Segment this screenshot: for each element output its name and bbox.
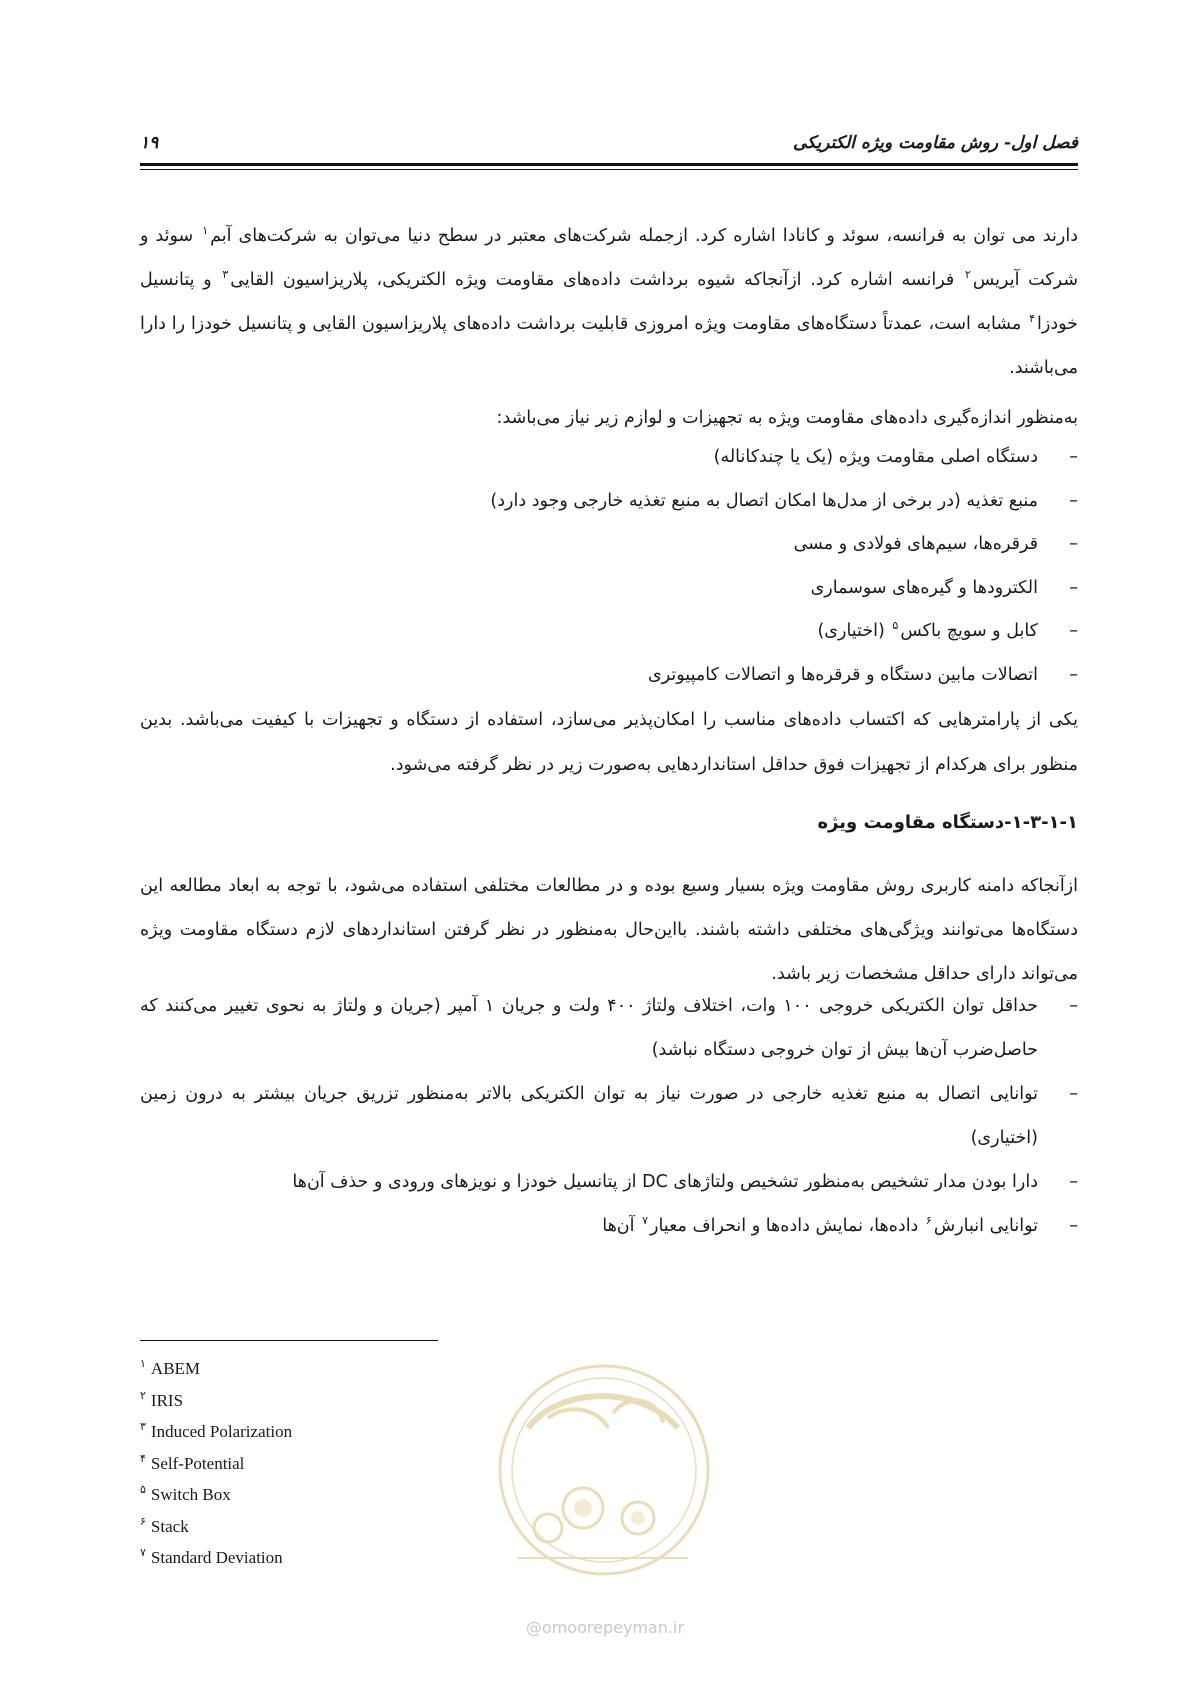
page-header: [140, 128, 1078, 158]
footnote-number: ۵: [140, 1484, 146, 1497]
list-item: [178, 567, 1078, 611]
list-item: [178, 523, 1078, 567]
p1-text-3: فرانسه اشاره کرد. ازآنجاکه شیوه برداشت داده‌های مقاومت ویژه الکتریکی، پلاریزاسیون القایی: [230, 270, 963, 290]
footnote-text: Self-Potential: [150, 1453, 245, 1473]
footnote-item: [140, 1479, 540, 1511]
list-dash: –: [1069, 577, 1078, 598]
list-item: [178, 436, 1078, 480]
footnote-ref-3[interactable]: ۳: [222, 268, 229, 282]
spec-list: [140, 984, 1078, 1248]
section-heading: ۱-۳-۱-۱-دستگاه مقاومت ویژه: [817, 812, 1078, 833]
list-item: [140, 1160, 1078, 1204]
list-item: [140, 1072, 1078, 1160]
footnote-item: [140, 1542, 540, 1574]
footnote-ref-6[interactable]: ۶: [925, 1214, 932, 1228]
page-number: ۱۹: [140, 133, 159, 153]
list-item: [178, 610, 1078, 654]
p1-text-2: سوئد و شرکت آیریس: [140, 226, 1078, 290]
footnote-text: ABEM: [150, 1359, 201, 1378]
list-dash: –: [1069, 1084, 1078, 1104]
list-item: [140, 984, 1078, 1072]
chapter-title: فصل اول- روش مقاومت ویژه الکتریکی: [792, 133, 1078, 153]
header-rule-thin: [140, 169, 1078, 170]
list-dash: –: [1069, 1172, 1078, 1192]
footnote-item: [140, 1385, 540, 1417]
footnote-text: Switch Box: [150, 1485, 231, 1504]
equipment-list: [178, 436, 1078, 697]
p1-text-5: مشابه است، عمدتاً دستگاه‌های مقاومت ویژه امروزی قابلیت برداشت داده‌های پلاریزاسیون القایی و پتانسیل خودزا را دارا می‌باشند.: [140, 314, 1078, 378]
list-item-text: اتصالات مابین دستگاه و قرقره‌ها و اتصالات کامپیوتری: [648, 664, 1038, 685]
footnote-text: Stack: [150, 1516, 189, 1536]
footnote-separator: [140, 1340, 438, 1341]
footnote-number: ۲: [140, 1389, 146, 1402]
footnote-ref-2[interactable]: ۲: [964, 268, 971, 282]
footnote-text: Induced Polarization: [150, 1422, 293, 1441]
list-item: [178, 480, 1078, 524]
footnote-number: ۱: [140, 1358, 146, 1371]
list-item-text: دستگاه اصلی مقاومت ویژه (یک یا چندکاناله): [713, 447, 1038, 467]
item5-text: کابل و سویچ باکس: [900, 621, 1038, 641]
list-item-text: حداقل توان الکتریکی خروجی ۱۰۰ وات، اختلاف ولتاژ ۴۰۰ ولت و جریان ۱ آمپر (جریان و ولتاژ به نحوی تغییر می‌کنند که حاصل‌ضرب آن‌ها بیش از توان خروجی دستگاه نباشد): [140, 996, 1038, 1060]
list-item-text: منبع تغذیه (در برخی از مدل‌ها امکان اتصال به منبع تغذیه خارجی وجود دارد): [490, 490, 1038, 511]
footnote-number: ۷: [140, 1547, 146, 1560]
list-item-text: توانایی اتصال به منبع تغذیه خارجی در صورت نیاز به توان الکتریکی بالاتر به‌منظور تزریق جریان بیشتر به درون زمین (اختیاری): [140, 1084, 1038, 1148]
list-item-text: [817, 610, 1038, 654]
header-rule-thick: [140, 163, 1078, 166]
footnote-item: [140, 1416, 540, 1448]
list-dash: –: [1069, 664, 1078, 685]
footnote-item: [140, 1353, 540, 1385]
footnotes: [140, 1353, 540, 1574]
item5-text-after: (اختیاری): [817, 621, 891, 641]
item4-text-3: آن‌ها: [602, 1216, 641, 1236]
footnote-text: IRIS: [150, 1390, 184, 1410]
list-dash: –: [1069, 996, 1078, 1016]
footnote-ref-4[interactable]: ۴: [1029, 312, 1036, 326]
list-item-text: [140, 1204, 1038, 1248]
list-dash: –: [1069, 534, 1078, 554]
p1-text-4: و پتانسیل خودزا: [140, 270, 1078, 334]
footnote-item: [140, 1448, 540, 1480]
footnote-number: ۶: [140, 1515, 146, 1528]
footnote-item: [140, 1511, 540, 1543]
list-item: [178, 654, 1078, 698]
footnote-number: ۳: [140, 1421, 146, 1434]
footnote-text: Standard Deviation: [150, 1548, 283, 1567]
footnote-number: ۴: [140, 1452, 146, 1465]
list-dash: –: [1069, 447, 1078, 467]
quality-paragraph: یکی از پارامترهایی که اکتساب داده‌های مناسب را امکان‌پذیر می‌سازد، استفاده از دستگاه و تجهیزات با کیفیت می‌باشد. بدین منظور برای هرکدام از تجهیزات فوق حداقل استانداردهایی به‌صورت زیر در نظر گرفته می‌شود.: [140, 710, 1078, 775]
list-dash: –: [1069, 490, 1078, 511]
watermark-url: @omoorepeyman.ir: [525, 1618, 685, 1637]
footnote-ref-7[interactable]: ۷: [642, 1214, 649, 1228]
watermark-logo-icon: [488, 1358, 720, 1643]
intro-paragraph: [140, 214, 1078, 390]
p1-text-1: دارند می توان به فرانسه، سوئد و کانادا اشاره کرد. ازجمله شرکت‌های معتبر در سطح دنیا می‌توان به شرکت‌های آبم: [210, 226, 1078, 246]
equipment-intro: به‌منظور اندازه‌گیری داده‌های مقاومت ویژه به تجهیزات و لوازم زیر نیاز می‌باشد:: [496, 408, 1078, 428]
list-item-text: دارا بودن مدار تشخیص به‌منظور تشخیص ولتاژهای DC از پتانسیل خودزا و نویزهای ورودی و حذف آن‌ها: [292, 1172, 1038, 1192]
item4-text-1: توانایی انبارش: [933, 1216, 1038, 1236]
list-item-text: الکترودها و گیره‌های سوسماری: [810, 577, 1038, 598]
footnote-ref-1[interactable]: ۱: [202, 224, 209, 238]
list-item: [140, 1204, 1078, 1248]
item4-text-2: داده‌ها، نمایش داده‌ها و انحراف معیار: [650, 1216, 924, 1236]
list-item-text: قرقره‌ها، سیم‌های فولادی و مسی: [793, 534, 1038, 554]
footnote-ref-5[interactable]: ۵: [892, 619, 899, 633]
list-dash: –: [1069, 621, 1078, 641]
device-paragraph: ازآنجاکه دامنه کاربری روش مقاومت ویژه بسیار وسیع بوده و در مطالعات مختلفی استفاده می‌شود، با توجه به ابعاد مطالعه این دستگاه‌ها می‌توانند ویژگی‌های مختلفی داشته باشند. بااین‌حال به‌منظور در نظر گرفتن استانداردهای لازم دستگاه مقاومت ویژه می‌تواند دارای حداقل مشخصات زیر باشد.: [140, 876, 1078, 984]
list-dash: –: [1069, 1216, 1078, 1236]
